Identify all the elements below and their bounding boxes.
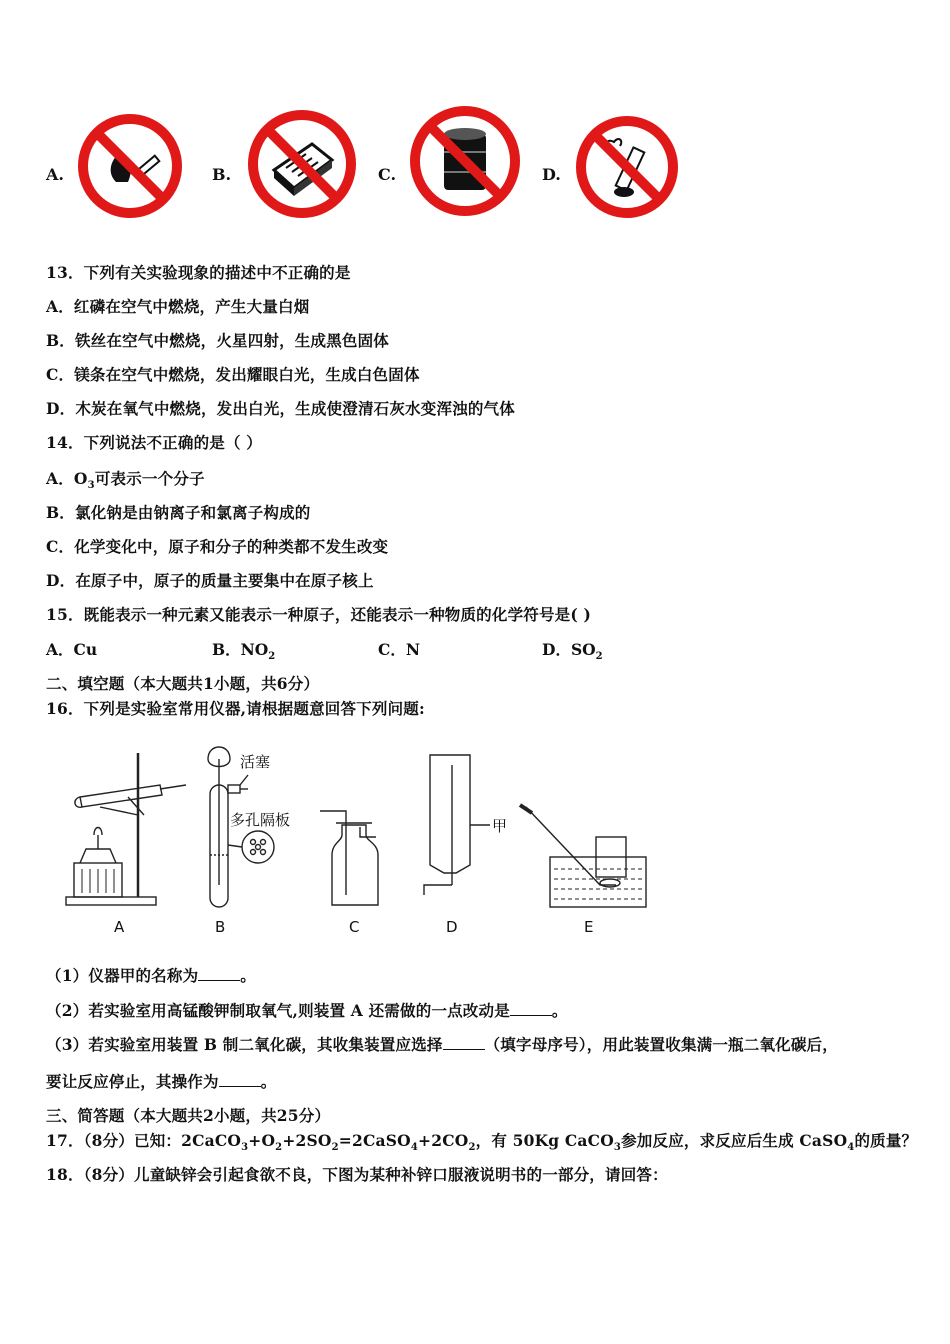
apparatus-c-bottle — [320, 811, 378, 905]
q17-text: 17．（8分）已知：$2CaCO_3+O_2+2SO_2=2CaSO_4+2CO_2$，有 50Kg CaCO$_3$参加反应，求反应后生成 CaSO$_4$的质量？ — [46, 1131, 918, 1154]
no-oil-drum-icon — [408, 104, 522, 218]
option-b-label: B. — [212, 165, 232, 184]
q14-option-a: A．$O_3$可表示一个分子 — [46, 469, 205, 492]
label-huosai: 活塞 — [240, 753, 271, 771]
q18-text: 18．（8分）儿童缺锌会引起食欲不良，下图为某种补锌口服液说明书的一部分，请回答： — [46, 1165, 668, 1184]
label-duokong-geban: 多孔隔板 — [230, 811, 291, 829]
q13-option-b: B．铁丝在空气中燃烧，火星四射，生成黑色固体 — [46, 331, 390, 350]
q16-part-2: （2）若实验室用高锰酸钾制取氧气,则装置 A 还需做的一点改动是 。 — [46, 1001, 568, 1020]
apparatus-e-water-trough — [520, 805, 646, 907]
figure-label-a: A — [114, 918, 125, 936]
q13-option-d: D．木炭在氧气中燃烧，发出白光，生成使澄清石灰水变浑浊的气体 — [46, 399, 515, 418]
answer-blank[interactable] — [510, 1001, 552, 1016]
q16-part-3-cont: 要让反应停止，其操作为 。 — [46, 1072, 277, 1091]
q14-option-d: D．在原子中，原子的质量主要集中在原子核上 — [46, 571, 374, 590]
answer-blank[interactable] — [219, 1072, 261, 1087]
option-c-label: C. — [378, 165, 397, 184]
q14-option-c: C．化学变化中，原子和分子的种类都不发生改变 — [46, 537, 389, 556]
figure-label-c: C — [349, 918, 360, 936]
figure-label-d: D — [446, 918, 458, 936]
apparatus-d-inverted-bottle — [424, 755, 490, 895]
q15-option-a: A．Cu — [46, 640, 98, 659]
no-burning-icon — [76, 112, 184, 220]
figure-label-e: E — [584, 918, 594, 936]
no-matches-icon — [246, 108, 358, 220]
q13-option-c: C．镁条在空气中燃烧，发出耀眼白光，生成白色固体 — [46, 365, 420, 384]
section-2-heading: 二、填空题（本大题共1小题，共6分） — [46, 674, 320, 693]
q15-option-c: C．N — [378, 640, 421, 659]
q13-stem: 13．下列有关实验现象的描述中不正确的是 — [46, 263, 351, 282]
q14-option-b: B．氯化钠是由钠离子和氯离子构成的 — [46, 503, 311, 522]
figure-label-b: B — [215, 918, 226, 936]
option-a-label: A. — [46, 165, 64, 184]
q15-option-d: D．$SO_2$ — [542, 640, 603, 663]
no-smoking-icon — [574, 114, 680, 220]
q16-part-3: （3）若实验室用装置 B 制二氧化碳，其收集装置应选择 （填字母序号），用此装置收集满一瓶二氧化碳后， — [46, 1035, 838, 1054]
answer-blank[interactable] — [443, 1035, 485, 1050]
q14-stem: 14．下列说法不正确的是（ ） — [46, 433, 262, 452]
q13-option-a: A．红磷在空气中燃烧，产生大量白烟 — [46, 297, 310, 316]
q15-option-b: B．$NO_2$ — [212, 640, 276, 663]
apparatus-figure — [60, 745, 660, 915]
q16-stem: 16．下列是实验室常用仪器,请根据题意回答下列问题: — [46, 699, 425, 718]
q15-stem: 15．既能表示一种元素又能表示一种原子，还能表示一种物质的化学符号是( ) — [46, 605, 592, 624]
option-d-label: D. — [542, 165, 561, 184]
label-jia: 甲 — [492, 817, 508, 835]
apparatus-a-heating-setup — [66, 753, 186, 905]
section-3-heading: 三、简答题（本大题共2小题，共25分） — [46, 1106, 331, 1125]
answer-blank[interactable] — [198, 966, 240, 981]
q16-part-1: （1）仪器甲的名称为 。 — [46, 966, 256, 985]
